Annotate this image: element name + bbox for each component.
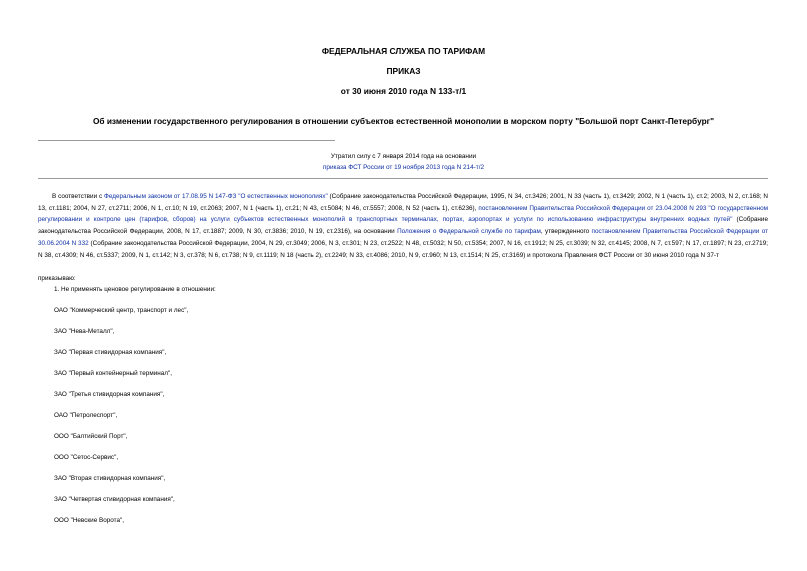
fst-regulation-link[interactable]: Положения о Федеральной службе по тарифам (397, 228, 541, 236)
repeal-order-link[interactable]: приказа ФСТ России от 19 ноября 2013 года N 214-т/2 (322, 164, 485, 171)
company-list-item: ЗАО "Первая стивидорная компания", (54, 349, 167, 356)
doc-type-heading: ПРИКАЗ (386, 66, 421, 76)
company-list-item: ЗАО "Первый контейнерный терминал", (54, 370, 172, 377)
separator-bottom (38, 178, 768, 179)
company-list-item: ЗАО "Вторая стивидорная компания", (54, 475, 166, 482)
government-decree-293-link[interactable]: постановлением Правительства Российской Федерации от 23.04.2008 N 293 "О государственном регулировании и контроле цен (тарифов, сборов) на услуги субъектов естественных монополий в транспортных терминалах, портах, аэропортах и услуги по использованию инфраструктуры внутренних водных путей" (38, 204, 768, 224)
doc-date-number: от 30 июня 2010 года N 133-т/1 (340, 86, 467, 96)
preamble-text-2: (Собрание законодательства Российской Федерации, 1995, N 34, ст.3426; 2001, N 33 (часть 1), ст.3429; 2002, N 1 (часть 1), ст.2; 2003, N 2, ст.168; N 13, ст.1181; 2004, N 27, ст.2711; 2006, N 1, ст.10; N 19, ст.2063; 2007, N 1 (часть 1), ст.21; N 43, ст.5084; N 46, ст.5557; 2008, N 52 (часть 1), ст.6236), (38, 193, 768, 212)
doc-title: Об изменении государственного регулирования в отношении субъектов естественной монополии в морском порту "Большой порт Санкт-Петербург" (92, 116, 715, 126)
agency-heading: ФЕДЕРАЛЬНАЯ СЛУЖБА ПО ТАРИФАМ (321, 46, 486, 56)
company-list-item: ООО "Балтийский Порт", (54, 433, 128, 440)
preamble-text-1: В соответствии с (52, 193, 105, 200)
company-list-item: ООО "Невские Ворота", (54, 517, 125, 524)
company-list-item: ОАО "Петролеспорт", (54, 412, 118, 419)
federal-law-link[interactable]: Федеральным законом от 17.08.95 N 147-ФЗ "О естественных монополиях" (104, 193, 328, 200)
preamble-text-3: (Собрание законодательства Российской Федерации, 2008, N 17, ст.1887; 2009, N 30, ст.3836; 2010, N 19, ст.2316), на основании (38, 216, 769, 236)
item-1-text: 1. Не применять ценовое регулирование в отношении: (54, 286, 216, 293)
preamble-text-4: , утвержденного (540, 228, 592, 236)
preamble-paragraph (38, 191, 768, 261)
preamble-text-5: (Собрание законодательства Российской Федерации, 2004, N 29, ст.3049; 2006, N 3, ст.301; N 23, ст.2522; N 48, ст.5032; N 50, ст.5354; 2007, N 16, ст.1912; N 25, ст.3039; N 32, ст.4145; 2008, N 7, ст.597; N 17, ст.1897; N 23, ст.2719; N 38, ст.4309; N 46, ст.5337; 2009, N 1, ст.142; N 3, ст.378; N 6, ст.738; N 9, ст.1119; N 18 (часть 2), ст.2249; N 33, ст.4086; 2010, N 9, ст.960; N 13, ст.1514; N 25, ст.3169) и протокола Правления ФСТ России от 30 июня 2010 года N 37-т (38, 239, 768, 259)
status-note: Утратил силу с 7 января 2014 года на основании (330, 153, 477, 160)
separator-top (38, 140, 335, 141)
status-link-wrap (0, 163, 807, 173)
order-word: приказываю: (38, 275, 76, 282)
company-list-item: ОАО "Коммерческий центр, транспорт и лес", (54, 307, 189, 314)
company-list-item: ООО "Сетос-Сервис", (54, 454, 119, 461)
company-list-item: ЗАО "Четвертая стивидорная компания", (54, 496, 175, 503)
government-decree-332-link[interactable]: постановлением Правительства Российской Федерации от 30.06.2004 N 332 (38, 228, 768, 247)
company-list-item: ЗАО "Нева-Металл", (54, 328, 115, 335)
company-list-item: ЗАО "Третья стивидорная компания", (54, 391, 165, 398)
